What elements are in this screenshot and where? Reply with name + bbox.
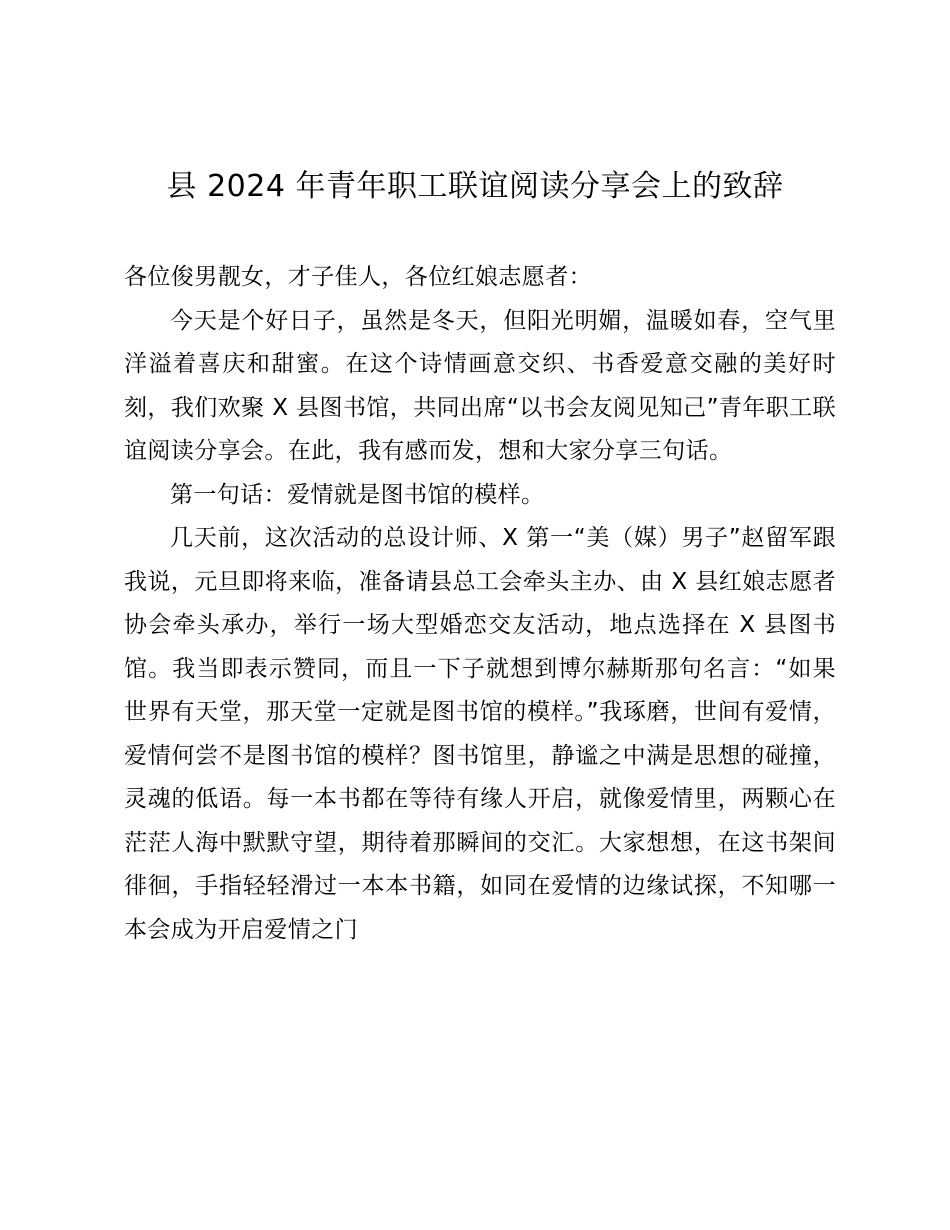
paragraph-first-point: 第一句话：爱情就是图书馆的模样。 — [170, 481, 545, 508]
document-body — [124, 256, 836, 952]
paragraph-story: 几天前，这次活动的总设计师、X 第一“美（媒）男子”赵留军跟我说，元旦即将来临，准备请县总工会牵头主办、由 X 县红娘志愿者协会牵头承办，举行一场大型婚恋交友活动，地点选择在 X 县图书馆。我当即表示赞同，而且一下子就想到博尔赫斯那句名言：“如果世界有天堂，那天堂一定就是图书馆的模样。”我琢磨，世间有爱情，爱情何尝不是图书馆的模样？图书馆里，静谧之中满是思想的碰撞，灵魂的低语。每一本书都在等待有缘人开启，就像爱情里，两颗心在茫茫人海中默默守望，期待着那瞬间的交汇。大家想想，在这书架间徘徊，手指轻轻滑过一本本书籍，如同在爱情的边缘试探，不知哪一本会成为开启爱情之门 — [124, 525, 836, 943]
document-title: 县 2024 年青年职工联谊阅读分享会上的致辞 — [166, 169, 784, 204]
paragraph-opening: 今天是个好日子，虽然是冬天，但阳光明媚，温暖如春，空气里洋溢着喜庆和甜蜜。在这个诗情画意交织、书香爱意交融的美好时刻，我们欢聚 X 县图书馆，共同出席“以书会友阅见知己”青年职工联谊阅读分享会。在此，我有感而发，想和大家分享三句话。 — [124, 307, 836, 464]
salutation: 各位俊男靓女，才子佳人，各位红娘志愿者： — [124, 264, 592, 290]
